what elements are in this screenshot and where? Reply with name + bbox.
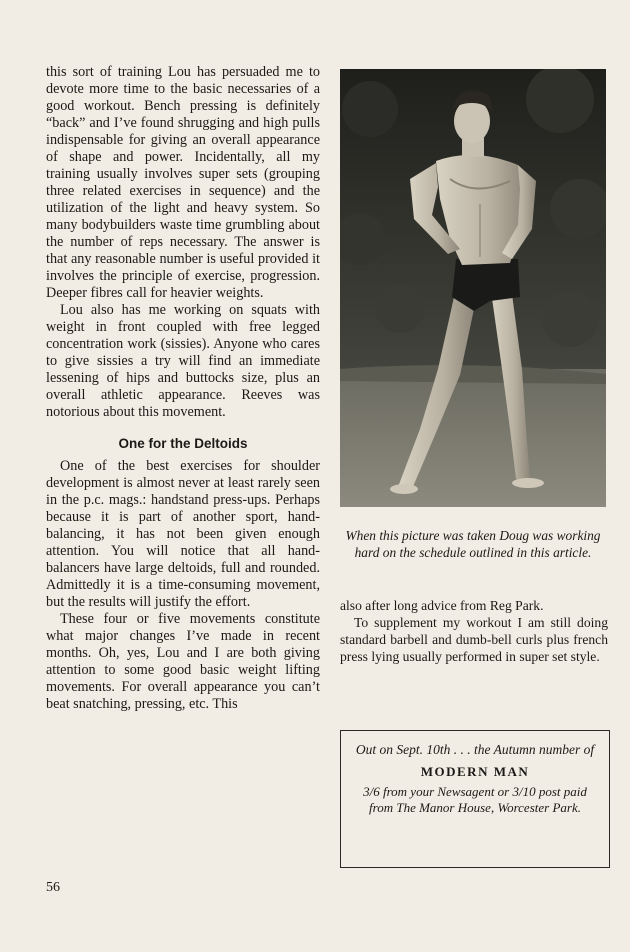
paragraph-training: this sort of training Lou has persuaded me to devote more time to the basic necessaries of a good workout. Bench pressing is definitely “back” and I’ve found shrugging and high pulls indispensable for giving an overall appearance of shape and power. Incidentally, all my training usually involves super sets (grouping three related exercises in sequence) and the utilization of the light and heavy system. So many bodybuilders waste time grumbling about the number of reps necessary. The answer is that any reasonable number is useful provided it involves the principle of exercise, progression. Deeper fibres call for heavier weights. — [46, 64, 320, 301]
article-right-column — [340, 597, 608, 665]
paragraph-squats: Lou also has me working on squats with weight in front coupled with free legged concentration work (sissies). Anyone who cares to give sissies a try will find an immediate lessening of hips and buttocks size, plus an overall athletic appearance. Reeves was notorious about this movement. — [46, 302, 320, 420]
section-heading: One for the Deltoids — [118, 436, 248, 451]
paragraph-reg-park: also after long advice from Reg Park. — [340, 598, 544, 613]
paragraph-movements: These four or five movements constitute what major changes I’ve made in recent months. Oh, yes, Lou and I are both giving attention to some good basic weight lifting movements. For overall appearance you can’t beat snatching, pressing, etc. This — [46, 611, 320, 712]
advert-release-date: Out on Sept. 10th . . . the Autumn number of — [355, 742, 595, 757]
page-number: 56 — [46, 880, 60, 895]
photo-caption: When this picture was taken Doug was working hard on the schedule outlined in this article. — [345, 528, 601, 560]
magazine-advert — [340, 730, 610, 868]
paragraph-supplement: To supplement my workout I am still doing standard barbell and dumb-bell curls plus french press lying usually performed in super set style. — [340, 615, 608, 664]
article-left-column — [46, 64, 320, 713]
bodybuilder-photo — [340, 69, 606, 507]
advert-magazine-title: MODERN MAN — [420, 764, 530, 779]
advert-price-info: 3/6 from your Newsagent or 3/10 post paid from The Manor House, Worcester Park. — [363, 784, 587, 815]
paragraph-deltoids: One of the best exercises for shoulder development is almost never at least rarely seen in the p.c. mags.: handstand press-ups. Perhaps because it is part of another sport, hand-balancing, it has not been given enough attention. You will notice that all hand-balancers have large deltoids, full and rounded. Admittedly it is a time-consuming movement, but the results will justify the effort. — [46, 458, 320, 610]
